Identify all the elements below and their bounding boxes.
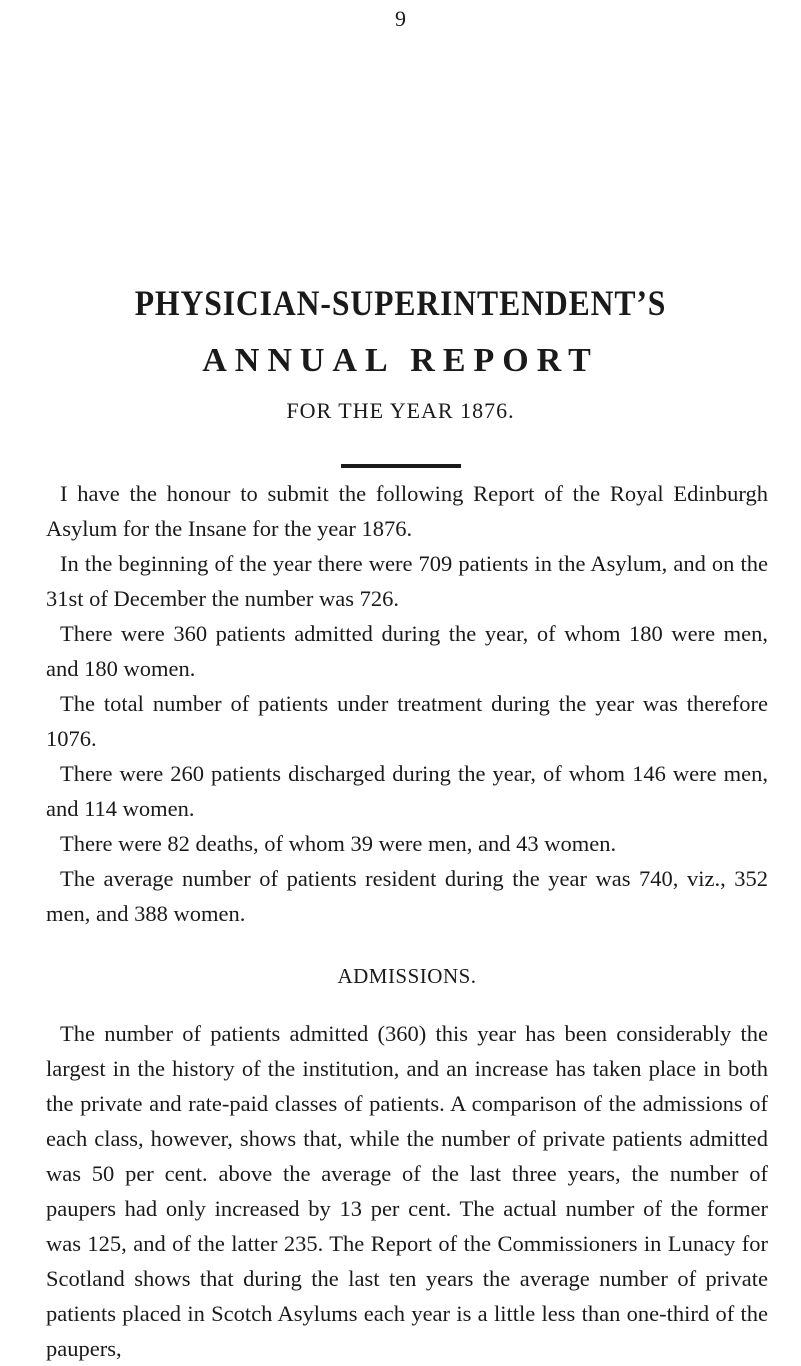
report-year-line: FOR THE YEAR 1876. <box>286 398 515 423</box>
header-divider <box>341 464 461 468</box>
section-heading-admissions: ADMISSIONS. <box>337 964 477 988</box>
intro-paragraph: In the beginning of the year there were 709 patients in the Asylum, and on the 31st of December the number was 726. <box>46 551 768 611</box>
intro-paragraph: There were 82 deaths, of whom 39 were men, and 43 women. <box>60 831 617 856</box>
intro-paragraph: I have the honour to submit the following Report of the Royal Edinburgh Asylum for the Insane for the year 1876. <box>46 481 768 541</box>
admissions-paragraph: The number of patients admitted (360) this year has been considerably the largest in the history of the institution, and an increase has taken place in both the private and rate-paid classes of patients. A comparison of the admissions of each class, however, shows that, while the number of private patients admitted was 50 per cent. above the average of the last three years, the number of paupers had only increased by 13 per cent. The actual number of the former was 125, and of the latter 235. The Report of the Commissioners in Lunacy for Scotland shows that during the last ten years the average number of private patients placed in Scotch Asylums each year is a little less than one-third of the paupers, <box>46 1021 768 1361</box>
intro-paragraph: The total number of patients under treatment during the year was therefore 1076. <box>46 691 768 751</box>
report-subtitle: ANNUAL REPORT <box>202 342 599 379</box>
report-title: PHYSICIAN-SUPERINTENDENT’S <box>134 283 667 323</box>
intro-paragraph: The average number of patients resident during the year was 740, viz., 352 men, and 388 women. <box>46 866 768 926</box>
intro-paragraph: There were 360 patients admitted during the year, of whom 180 were men, and 180 women. <box>46 621 768 681</box>
page-number: 9 <box>395 6 406 31</box>
report-body <box>46 476 768 1366</box>
intro-paragraph: There were 260 patients discharged during the year, of whom 146 were men, and 114 women. <box>46 761 768 821</box>
